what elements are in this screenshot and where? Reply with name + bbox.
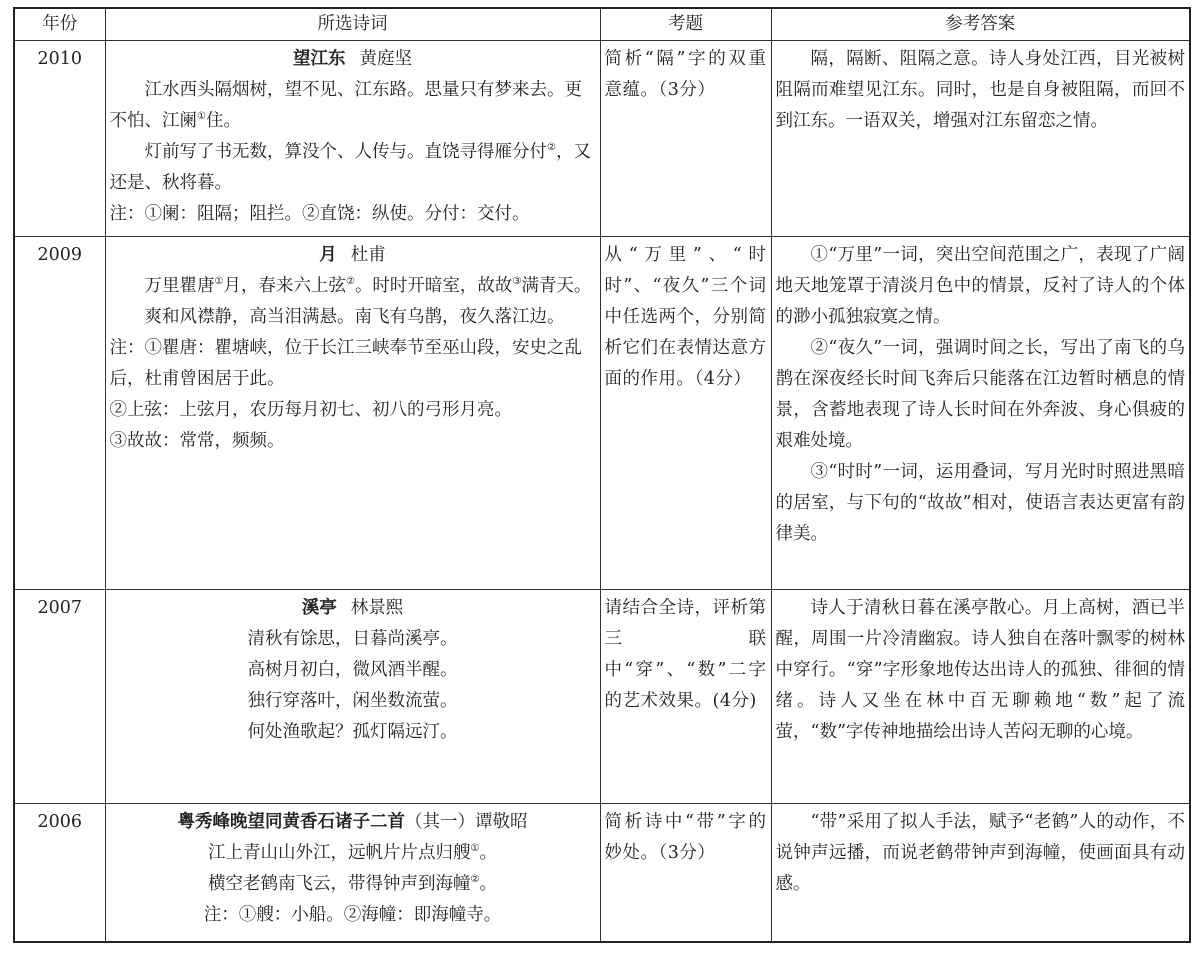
year-cell: 2006 bbox=[14, 804, 105, 942]
poem-text: 横空老鹤南飞云，带得钟声到海幢 bbox=[208, 874, 471, 894]
question-cell: 简析诗中“带”字的妙处。（3分） bbox=[600, 804, 771, 942]
poem-line: 清秋有馀思，日暮尚溪亭。 bbox=[247, 629, 458, 649]
poem-line bbox=[110, 838, 596, 869]
header-year: 年份 bbox=[14, 8, 105, 41]
question-cell: 请结合全诗，评析第三联中“穿”、“数”二字的艺术效果。(4分) bbox=[600, 590, 771, 804]
poem-text: 住。 bbox=[205, 111, 241, 131]
poem-title: 月 bbox=[319, 245, 337, 265]
poem-title-line bbox=[110, 44, 596, 75]
answer-cell bbox=[771, 590, 1190, 804]
poem-text: 灯前写了书无数，算没个、人传与。直饶寻得雁分付 bbox=[144, 142, 547, 162]
poem-text: 。时时开暗室，故故 bbox=[354, 276, 513, 296]
poem-title-line bbox=[110, 240, 596, 271]
poem-author: 谭敬昭 bbox=[475, 812, 528, 832]
poem-text: 月，春来六上弦 bbox=[223, 276, 346, 296]
answer-text: ①“万里”一词，突出空间范围之广，表现了广阔地天地笼罩于清淡月色中的情景，反衬了诗人的个体的渺小孤独寂寞之情。 bbox=[775, 245, 1185, 327]
answer-text: ②“夜久”一词，强调时间之长，写出了南飞的乌鹊在深夜经长时间飞奔后只能落在江边暂时栖息的情景，含蓄地表现了诗人长时间在外奔波、身心俱疲的艰难处境。 bbox=[775, 338, 1185, 451]
poem-title-line bbox=[110, 593, 596, 624]
poem-text: 。 bbox=[479, 843, 497, 863]
poem-line bbox=[110, 869, 596, 900]
poem-stanza bbox=[110, 271, 596, 302]
exam-table bbox=[13, 7, 1191, 943]
header-answer: 参考答案 bbox=[771, 8, 1190, 41]
year-cell: 2010 bbox=[14, 41, 105, 237]
poem-line: 独行穿落叶，闲坐数流萤。 bbox=[247, 691, 458, 711]
poem-author: 林景熙 bbox=[350, 598, 404, 618]
table-row bbox=[14, 41, 1190, 237]
poem-cell bbox=[105, 237, 600, 590]
poem-note: 注：①艘：小船。②海幢：即海幢寺。 bbox=[203, 905, 502, 925]
table-row bbox=[14, 590, 1190, 804]
header-question: 考题 bbox=[600, 8, 771, 41]
footnote-mark: ① bbox=[214, 276, 224, 288]
poem-cell bbox=[105, 590, 600, 804]
footnote-mark: ② bbox=[345, 276, 355, 288]
answer-cell bbox=[771, 237, 1190, 590]
footnote-mark: ① bbox=[197, 111, 206, 123]
poem-title: 望江东 bbox=[293, 49, 346, 69]
poem-author: 杜甫 bbox=[350, 245, 386, 265]
table-row bbox=[14, 237, 1190, 590]
poem-text: 江上青山山外江，远帆片片点归艘 bbox=[208, 843, 471, 863]
poem-line: 何处渔歌起？孤灯隔远汀。 bbox=[247, 722, 458, 742]
header-poem: 所选诗词 bbox=[105, 8, 600, 41]
poem-note: 注：①瞿唐：瞿塘峡，位于长江三峡奉节至巫山段，安史之乱后，杜甫曾困居于此。 bbox=[109, 338, 582, 389]
answer-text: 隔，隔断、阻隔之意。诗人身处江西，目光被树阻隔而难望见江东。同时，也是自身被阻隔，而回不到江东。一语双关，增强对江东留恋之情。 bbox=[775, 49, 1185, 131]
answer-text: 诗人于清秋日暮在溪亭散心。月上高树，酒已半醒，周围一片冷清幽寂。诗人独自在落叶飘零的树林中穿行。“穿”字形象地传达出诗人的孤独、徘徊的情绪。诗人又坐在林中百无聊赖地“数”起了流萤，“数”字传神地描绘出诗人苦闷无聊的心境。 bbox=[775, 598, 1185, 742]
footnote-mark: ① bbox=[470, 843, 480, 855]
year-cell: 2009 bbox=[14, 237, 105, 590]
poem-cell bbox=[105, 804, 600, 942]
poem-title: 粤秀峰晚望同黄香石诸子二首 bbox=[177, 812, 405, 832]
poem-note: 注：①阑：阻隔；阻拦。②直饶：纵使。分付：交付。 bbox=[109, 204, 530, 224]
poem-text: 。 bbox=[479, 874, 497, 894]
answer-cell bbox=[771, 804, 1190, 942]
table-row bbox=[14, 804, 1190, 942]
poem-note: ③故故：常常，频频。 bbox=[109, 431, 285, 451]
poem-text: ，又还是、秋将暮。 bbox=[109, 142, 591, 193]
footnote-mark: ② bbox=[470, 874, 480, 886]
answer-text: ③“时时”一词，运用叠词，写月光时时照进黑暗的居室，与下句的“故故”相对，使语言表达更富有韵律美。 bbox=[775, 462, 1185, 544]
poem-cell bbox=[105, 41, 600, 237]
poem-line: 高树月初白，微风酒半醒。 bbox=[247, 660, 458, 680]
poem-stanza: 爽和风襟静，高当泪满悬。南飞有乌鹊，夜久落江边。 bbox=[144, 307, 565, 327]
poem-text: 万里瞿唐 bbox=[144, 276, 215, 296]
poem-note: ②上弦：上弦月，农历每月初七、初八的弓形月亮。 bbox=[109, 400, 512, 420]
poem-stanza bbox=[110, 137, 596, 199]
poem-author: 黄庭坚 bbox=[359, 49, 412, 69]
poem-title-line bbox=[110, 807, 596, 838]
answer-cell bbox=[771, 41, 1190, 237]
question-cell: 简析“隔”字的双重意蕴。（3分） bbox=[600, 41, 771, 237]
footnote-mark: ② bbox=[547, 142, 556, 154]
poem-title-suffix: （其一） bbox=[405, 812, 475, 832]
poem-stanza bbox=[110, 75, 596, 137]
question-cell: 从“万里”、“时时”、“夜久”三个词中任选两个，分别简析它们在表情达意方面的作用。（4分） bbox=[600, 237, 771, 590]
footnote-mark: ③ bbox=[512, 276, 522, 288]
answer-text: “带”采用了拟人手法，赋予“老鹤”人的动作，不说钟声远播，而说老鹤带钟声到海幢，使画面具有动感。 bbox=[775, 812, 1185, 894]
poem-title: 溪亭 bbox=[301, 598, 337, 618]
year-cell: 2007 bbox=[14, 590, 105, 804]
poem-text: 江水西头隔烟树，望不见、江东路。思量只有梦来去。更不怕、江阑 bbox=[109, 80, 582, 131]
header-row bbox=[14, 8, 1190, 41]
poem-text: 满青天。 bbox=[521, 276, 592, 296]
